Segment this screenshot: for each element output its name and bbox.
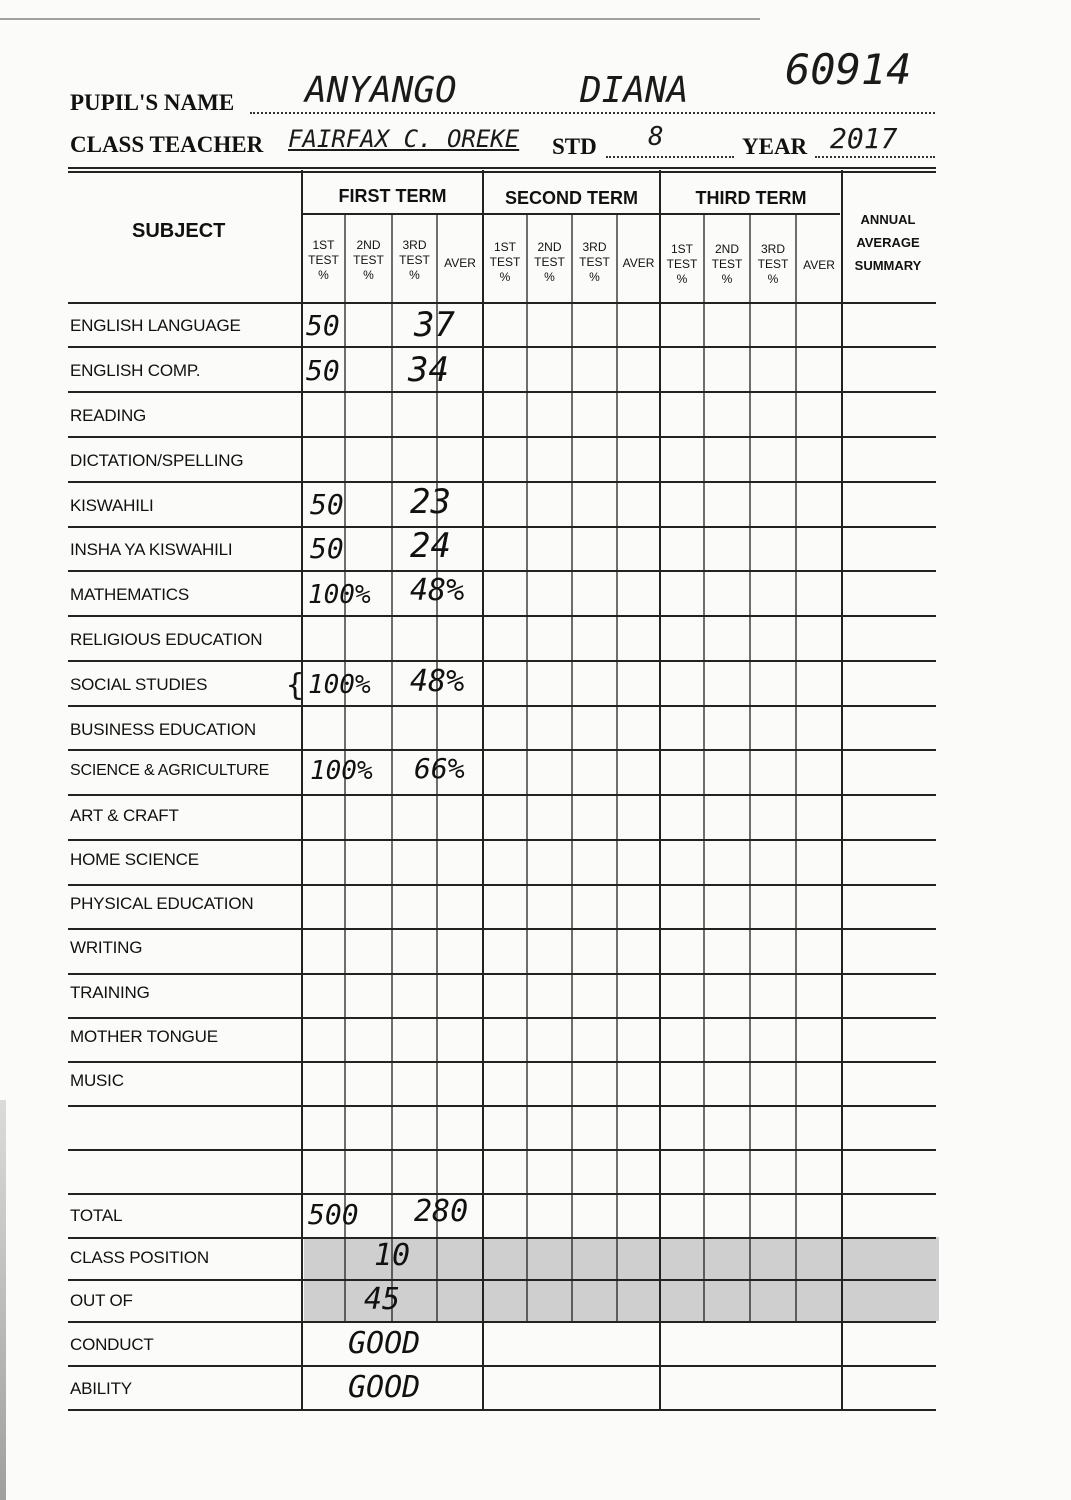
term-first-title: FIRST TERM [338,186,447,206]
pupil-name-label: PUPIL'S NAME [70,90,235,115]
score-1st-test: 50 [310,488,344,521]
ability-label: ABILITY [70,1379,132,1398]
brace-mark: { [286,668,305,703]
score-1st-test: 50 [310,532,344,565]
subject-row-label: HOME SCIENCE [70,850,199,869]
score-3rd-test: 48% [410,573,465,608]
col-3rd-test: 3RD TEST % [579,240,610,284]
subject-row-label: SCIENCE & AGRICULTURE [70,762,270,779]
subject-row-label: PHYSICAL EDUCATION [70,894,254,913]
pupil-last-name: DIANA [580,70,689,111]
score-1st-test: 50 [306,354,340,387]
score-3rd-test: 48% [410,664,465,699]
conduct-value: GOOD [348,1326,421,1361]
std-value: 8 [648,122,664,152]
year-label: YEAR [742,134,808,159]
subject-row-label: ART & CRAFT [70,806,179,825]
col-2nd-test: 2ND TEST % [534,240,565,284]
subject-row-label: RELIGIOUS EDUCATION [70,630,263,649]
col-2nd-test: 2ND TEST % [353,238,384,282]
col-average: AVER [622,256,655,270]
score-3rd-test: 24 [410,526,451,566]
out-of-label: OUT OF [70,1291,133,1310]
col-average: AVER [444,256,476,270]
pupil-first-name: ANYANGO [305,70,457,111]
subject-row-label: MOTHER TONGUE [70,1027,218,1046]
col-3rd-test: 3RD TEST % [399,238,430,282]
score-3rd-test: 66% [414,752,465,785]
total-1st-test: 500 [308,1198,359,1231]
col-3rd-test: 3RD TEST % [757,242,789,286]
class-position-label: CLASS POSITION [70,1248,209,1267]
subject-row-label: WRITING [70,938,143,957]
conduct-label: CONDUCT [70,1335,154,1354]
subject-row-label: KISWAHILI [70,496,154,515]
score-3rd-test: 23 [410,482,451,522]
score-1st-test: 50 [306,309,340,342]
term-second-title: SECOND TERM [504,188,638,208]
subject-row-label: TRAINING [70,983,150,1002]
subject-row-label: READING [70,406,147,425]
subject-row-label: MUSIC [70,1071,124,1090]
subject-row-label: ENGLISH COMP. [70,361,201,380]
score-3rd-test: 37 [414,305,455,345]
total-3rd-test: 280 [414,1194,469,1229]
score-1st-test: 100% [308,580,371,610]
std-label: STD [552,134,597,159]
subject-row-label: DICTATION/SPELLING [70,451,244,470]
out-of-value: 45 [364,1282,401,1317]
subject-row-label: SOCIAL STUDIES [70,675,208,694]
class-teacher-name: FAIRFAX C. OREKE [288,125,520,153]
class-teacher-label: CLASS TEACHER [70,132,264,157]
year-value: 2017 [830,122,898,155]
class-position-value: 10 [374,1238,411,1273]
admission-number: 60914 [785,45,912,94]
total-label: TOTAL [70,1206,123,1225]
col-1st-test: 1ST TEST % [489,240,521,284]
score-3rd-test: 34 [408,350,449,390]
col-1st-test: 1ST TEST % [666,242,698,286]
col-1st-test: 1ST TEST % [308,238,339,282]
ability-value: GOOD [348,1370,421,1405]
subject-row-label: INSHA YA KISWAHILI [70,540,233,559]
subject-row-label: MATHEMATICS [70,585,189,604]
term-third-title: THIRD TERM [695,188,807,208]
col-average: AVER [803,258,835,272]
subject-header: SUBJECT [132,220,226,242]
col-2nd-test: 2ND TEST % [711,242,743,286]
subject-row-label: ENGLISH LANGUAGE [70,316,241,335]
annual-average-summary-header: ANNUAL AVERAGE SUMMARY [854,212,922,273]
score-1st-test: 100% [310,756,373,786]
subject-row-label: BUSINESS EDUCATION [70,720,256,739]
score-1st-test: 100% [308,670,371,700]
